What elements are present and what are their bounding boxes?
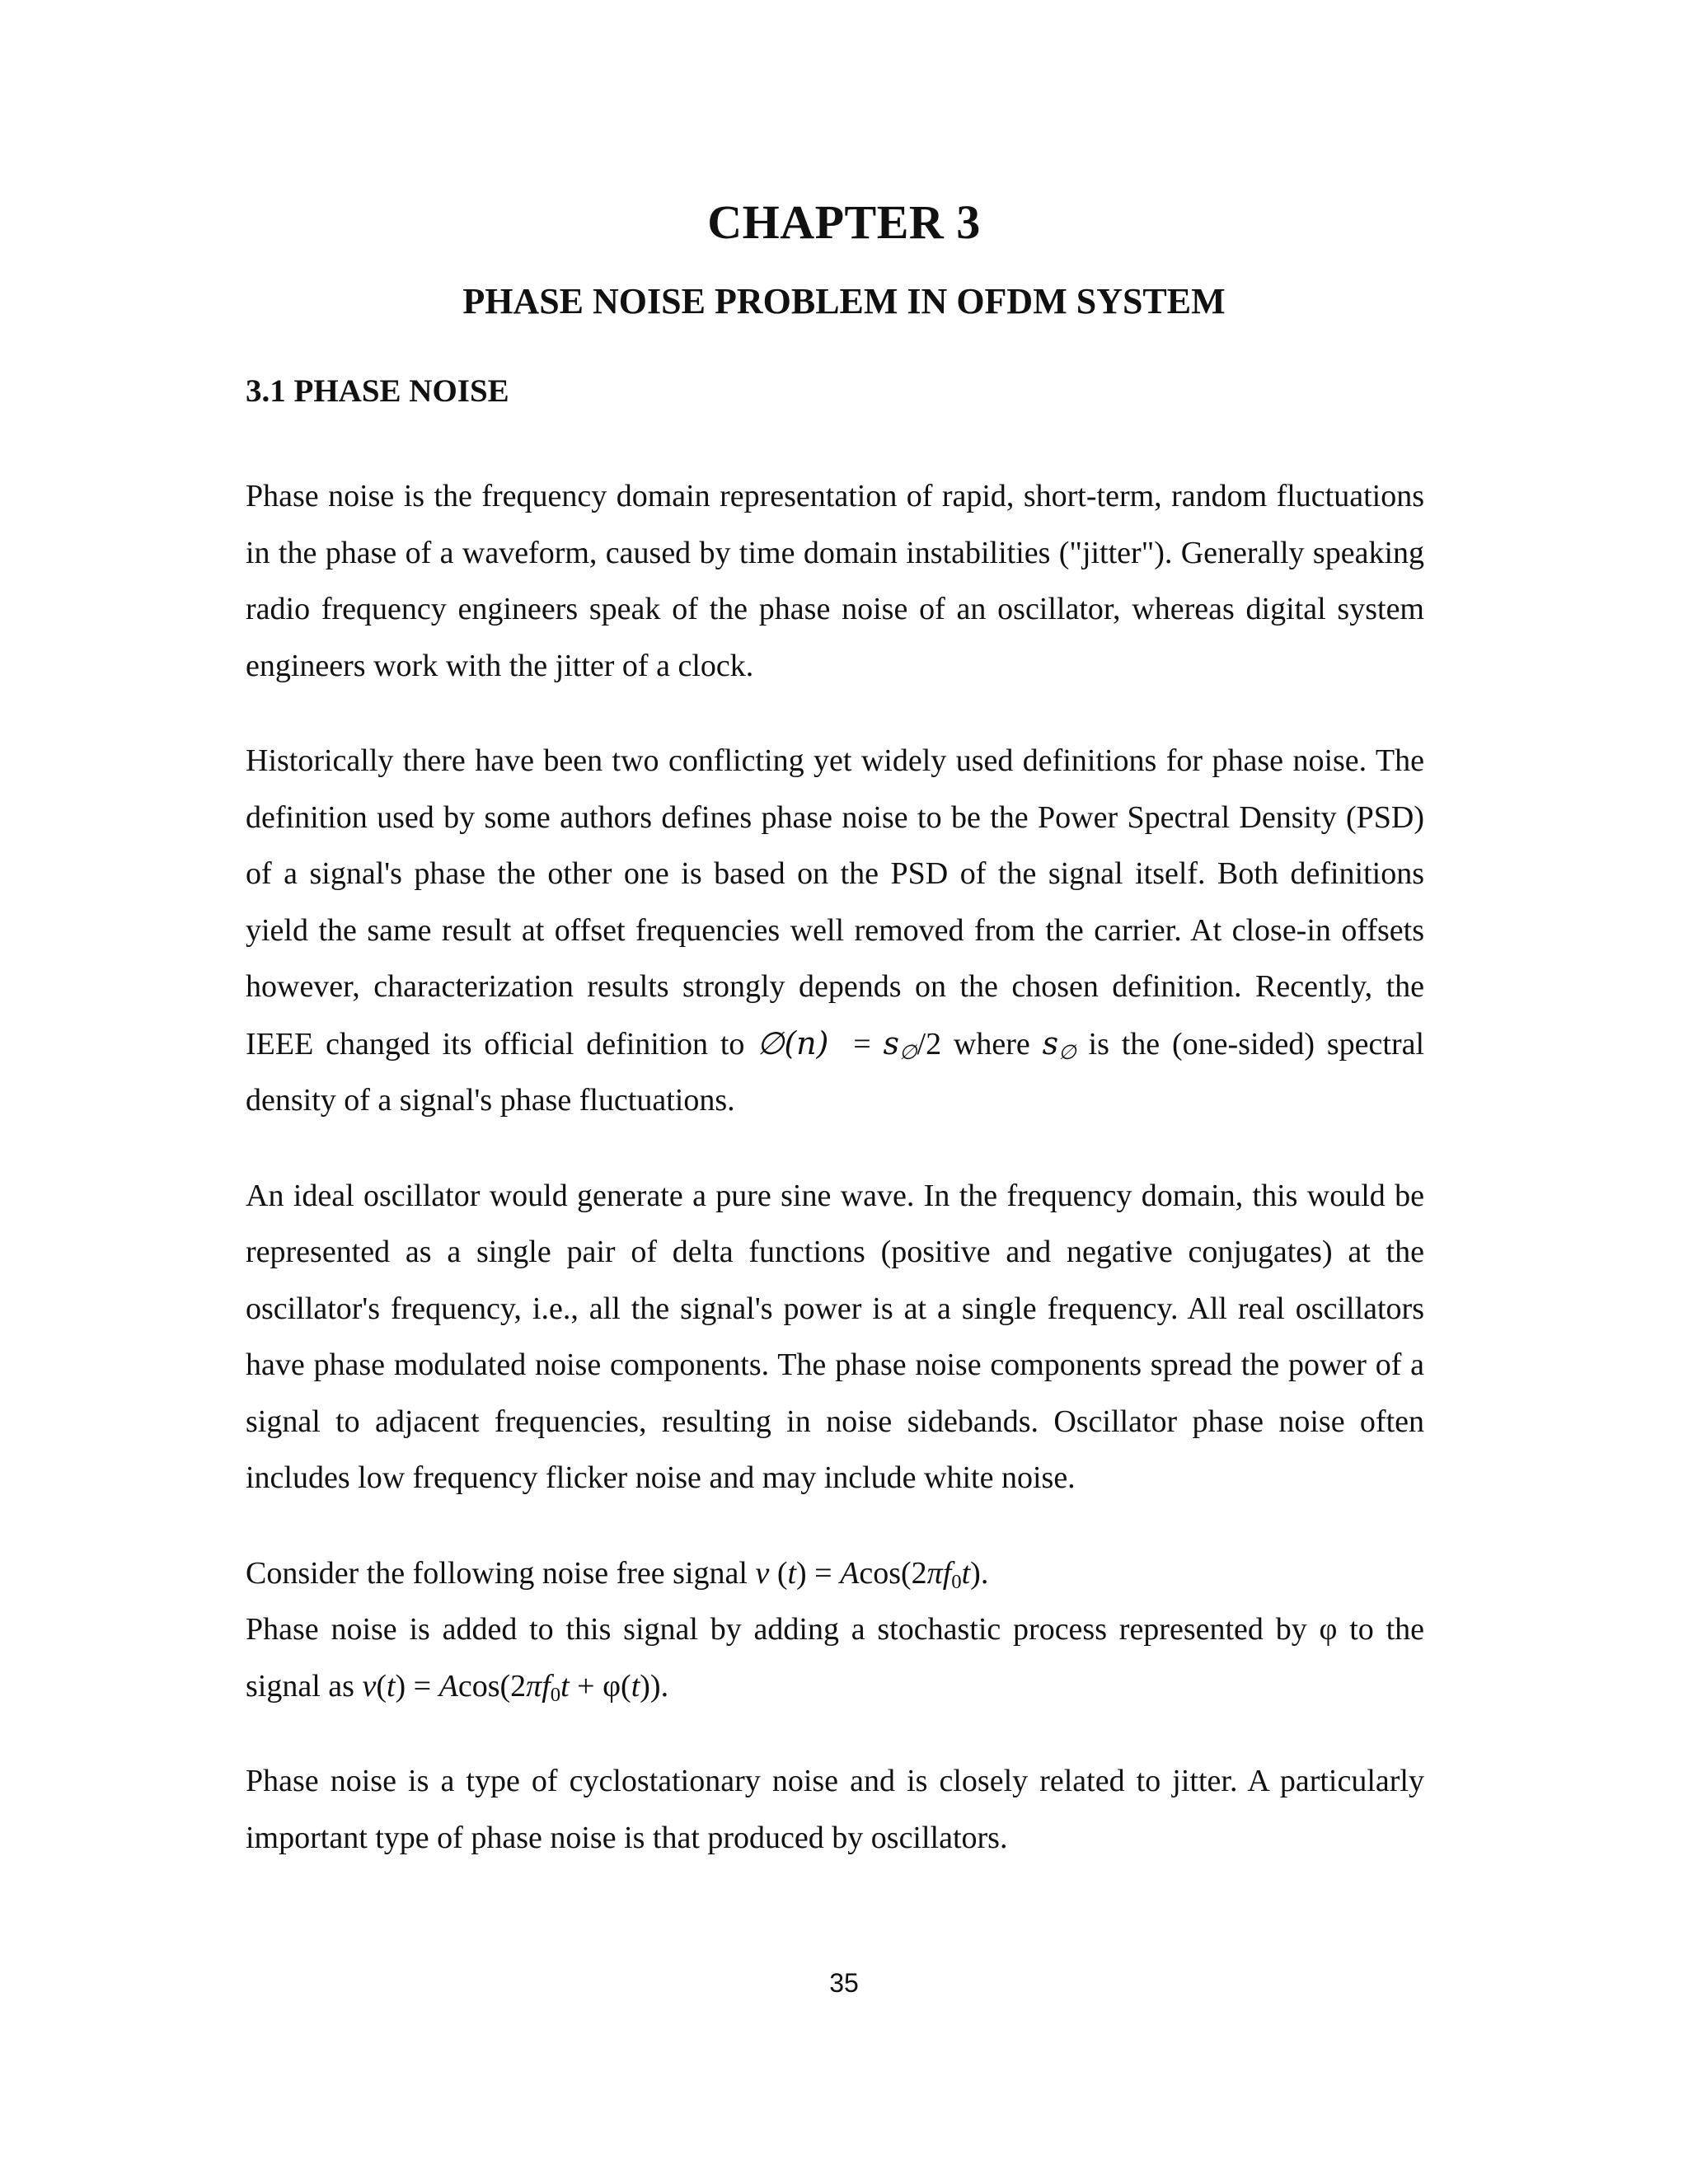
spectral-density-symbol-2: $s_\emptyset$ [1042, 1024, 1076, 1064]
paragraph-2-text-c: /2 where [917, 1026, 1030, 1062]
paragraph-2-text-a: Historically there have been two conflicting yet widely used definitions for phase noise. The definition used by some authors defines phase noise to be the Power Spectral Density (PSD) of a signal's phase the other one is based on the PSD of the signal itself. Both definitions yield the same result at offset frequencies well removed from the carrier. At close-in offsets however, characterization results strongly depends on the chosen definition. Recently, the IEEE changed its official definition to [246, 743, 1424, 1062]
section-heading: 3.1 PHASE NOISE [246, 373, 509, 409]
paragraph-4: Consider the following noise free signal v $(t) = Acos(2\pi f_0t)$. [246, 1555, 989, 1593]
equals-sign: = [853, 1026, 871, 1062]
paragraph-5: Phase noise is added to this signal by adding a stochastic process represented by φ to the signal as $v(t) = Acos(2\pi f_0t + \varphi(t))$. [246, 1612, 1424, 1706]
body-text [246, 468, 1424, 1905]
spectral-density-symbol: $s_\emptyset$ [883, 1024, 917, 1064]
paragraph-2-text-d: is the (one-sided) spectral density of a signal's phase fluctuations. [246, 1026, 1425, 1118]
chapter-label: CHAPTER 3 [707, 195, 981, 249]
ieee-phase-noise-symbol: ∅(n) [757, 1024, 829, 1062]
page-number: 35 [829, 1968, 859, 1998]
chapter-title: PHASE NOISE PROBLEM IN OFDM SYSTEM [462, 281, 1226, 321]
paragraph-2 [246, 733, 1424, 1129]
paragraph-6: Phase noise is a type of cyclostationary noise and is closely related to jitter. A particularly important type of phase noise is that produced by oscillators. [246, 1764, 1424, 1855]
paragraph-3: An ideal oscillator would generate a pure sine wave. In the frequency domain, this would be represented as a single pair of delta functions (positive and negative conjugates) at the oscillator's frequency, i.e., all the signal's power is at a single frequency. All real oscillators have phase modulated noise components. The phase noise components spread the power of a signal to adjacent frequencies, resulting in noise sidebands. Oscillator phase noise often includes low frequency flicker noise and may include white noise. [246, 1178, 1424, 1495]
paragraph-1: Phase noise is the frequency domain representation of rapid, short-term, random fluctuations in the phase of a waveform, caused by time domain instabilities ("jitter"). Generally speaking radio frequency engineers speak of the phase noise of an oscillator, whereas digital system engineers work with the jitter of a clock. [246, 479, 1424, 683]
